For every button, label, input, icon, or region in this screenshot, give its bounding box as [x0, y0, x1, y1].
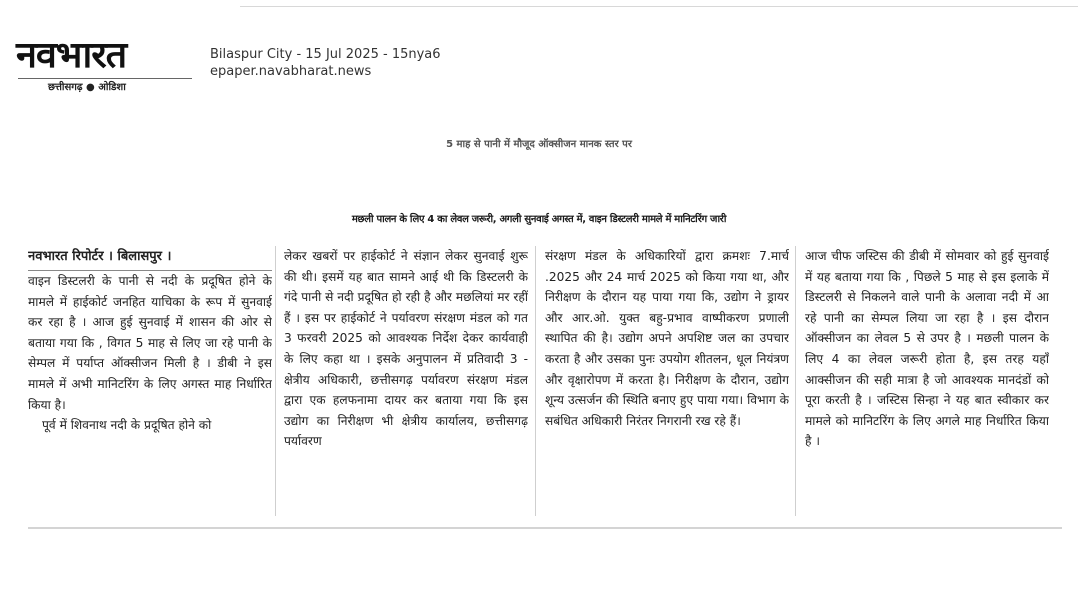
logo-underline — [18, 78, 192, 79]
bottom-border-line — [28, 527, 1062, 529]
article-byline: नवभारत रिपोर्टर । बिलासपुर । — [28, 246, 272, 271]
article-column-2 — [284, 246, 528, 521]
article-headline: 5 माह से पानी में मौजूद ऑक्सीजन मानक स्तर पर — [446, 139, 632, 150]
column-divider — [795, 246, 796, 516]
article-column-1 — [28, 246, 272, 521]
column-4-paragraph-1: आज चीफ जस्टिस की डीबी में सोमवार को हुई सुनवाई में यह बताया गया कि , पिछले 5 माह से इस इलाके में डिस्टलरी से निकलने वाले पानी के अलावा नदी में आ रहे पानी का सेम्पल लिया जा रहा है । इस दौरान ऑक्सीजन का लेवल 5 से उपर है । मछली पालन के लिए 4 का लेवल जरूरी होता है, इस तरह यहाँ आक्सीजन की सही मात्रा है जो आवश्यक मानदंडों को पूरा करती है । जस्टिस सिन्हा ने यह बात स्वीकार कर मामले को मानिटरिंग के लिए अगले माह निर्धारित किया है । — [805, 249, 1049, 449]
column-2-paragraph-1: लेकर खबरों पर हाईकोर्ट ने संज्ञान लेकर सुनवाई शुरू की थी। इसमें यह बात सामने आई थी कि डिस्टलरी के गंदे पानी से नदी प्रदूषित हो रही है और मछलियां मर रहीं हैं । इस पर हाईकोर्ट ने पर्यावरण संरक्षण मंडल को गत 3 फरवरी 2025 को आवश्यक निर्देश देकर कार्यवाही के लिए कहा था । इसके अनुपालन में प्रतिवादी 3 - क्षेत्रीय अधिकारी, छत्तीसगढ़ पर्यावरण संरक्षण मंडल द्वारा एक हलफनामा दायर कर बताया गया कि इस उद्योग का निरीक्षण भी क्षेत्रीय कार्यालय, छत्तीसगढ़ पर्यावरण — [284, 249, 528, 449]
article-column-4 — [805, 246, 1049, 521]
article-column-3 — [545, 246, 789, 521]
top-border-line — [240, 6, 1078, 7]
newspaper-logo — [16, 36, 194, 96]
logo-region-subtitle: छत्तीसगढ़ ● ओडिशा — [48, 82, 126, 93]
edition-line: Bilaspur City - 15 Jul 2025 - 15nya6 — [210, 47, 441, 62]
column-divider — [275, 246, 276, 516]
column-divider — [535, 246, 536, 516]
edition-info — [210, 46, 441, 80]
column-1-paragraph-2: पूर्व में शिवनाथ नदी के प्रदूषित होने को — [42, 418, 212, 433]
article-subheadline: मछली पालन के लिए 4 का लेवल जरूरी, अगली सुनवाई अगस्त में, वाइन डिस्टलरी मामले में मानिटरिंग जारी — [351, 214, 727, 225]
column-3-paragraph-1: संरक्षण मंडल के अधिकारियों द्वारा क्रमशः 7.मार्च .2025 और 24 मार्च 2025 को किया गया था, और निरीक्षण के दौरान यह पाया गया कि, उद्योग ने ड्रायर और आर.ओ. युक्त बहु-प्रभाव वाष्पीकरण प्रणाली स्थापित की है। उद्योग अपने अपशिष्ट जल का उपचार करता है और उसका पुनः उपयोग शीतलन, धूल नियंत्रण और वृक्षारोपण में करता है। निरीक्षण के दौरान, उद्योग शून्य उत्सर्जन की स्थिति बनाए हुए पाया गया। विभाग के सबंधित अधिकारी निरंतर निगरानी रख रहे हैं। — [545, 249, 789, 428]
logo-wordmark: नवभारत — [16, 35, 127, 76]
website-address: epaper.navabharat.news — [210, 64, 372, 79]
column-1-paragraph-1: वाइन डिस्टलरी के पानी से नदी के प्रदूषित होने के मामले में हाईकोर्ट जनहित याचिका के रूप में सुनवाई कर रहा है । आज हुई सुनवाई में शासन की ओर से बताया गया कि , विगत 5 माह से लिए जा रहे पानी के सेम्पल में पर्याप्त ऑक्सीजन मिली है । डीबी ने इस मामले में अभी मानिटरिंग के लिए अगस्त माह निर्धारित किया है। — [28, 274, 272, 412]
